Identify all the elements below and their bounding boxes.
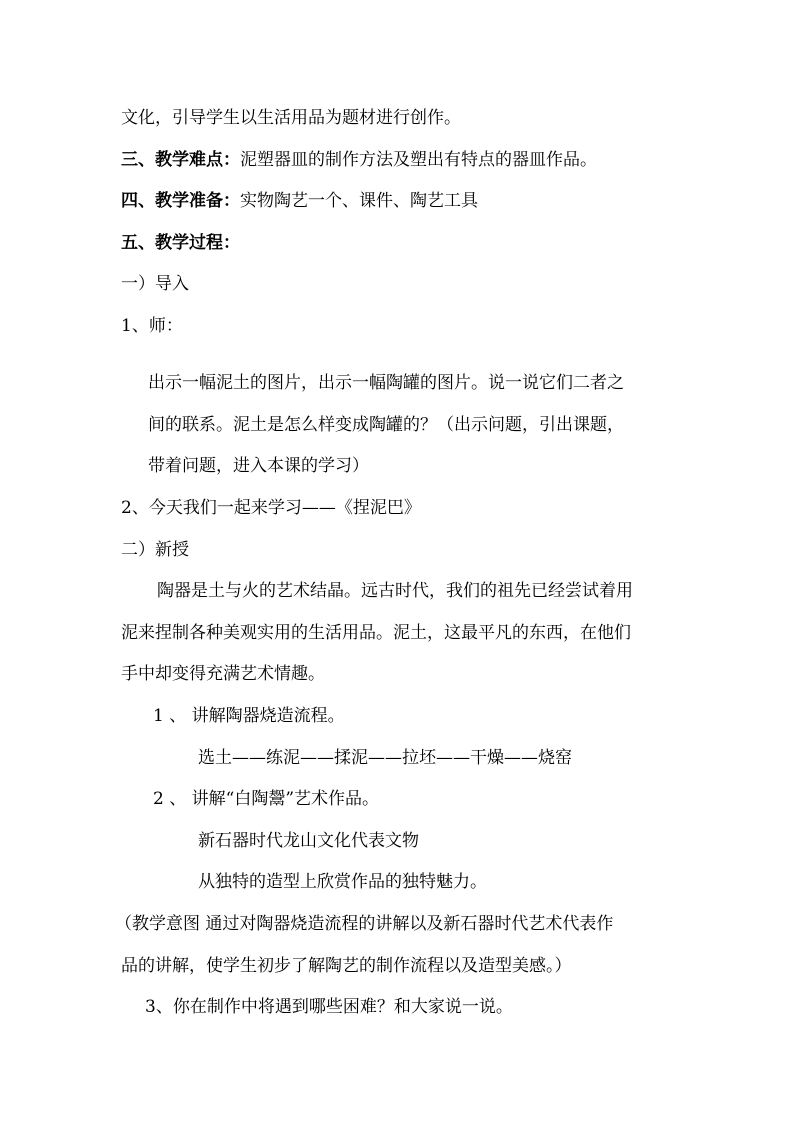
line-text: 手中却变得充满艺术情趣。 [121,664,325,684]
line-text: 2、今天我们一起来学习——《捏泥巴》 [121,498,421,518]
text-line-21 [121,955,572,977]
text-line-17 [153,788,379,810]
line-text: 新石器时代龙山文化代表文物 [198,831,419,851]
text-line-8 [148,414,624,436]
line-text: 间的联系。泥土是怎么样变成陶罐的？（出示问题，引出课题， [148,415,624,435]
text-line-16 [198,747,572,769]
line-text: 一）导入 [121,274,189,294]
text-line-14 [121,663,325,685]
line-text: 文化，引导学生以生活用品为题材进行创作。 [121,108,461,128]
text-line-18 [198,830,419,852]
line-text: 实物陶艺一个、课件、陶艺工具 [240,191,478,211]
text-line-7 [148,372,624,394]
text-line-13 [121,622,631,644]
line-text: 从独特的造型上欣赏作品的独特魅力。 [198,872,487,892]
text-line-22 [145,996,513,1018]
text-line-10 [121,497,421,519]
text-line-1 [121,107,461,129]
line-text: 二）新授 [121,540,189,560]
text-line-19 [198,871,487,893]
line-text: 2 、 讲解“白陶鬶”艺术作品。 [153,789,380,809]
text-line-20 [115,913,613,935]
section-label: 三、教学难点： [121,150,240,170]
line-text: 泥来捏制各种美观实用的生活用品。泥土，这最平凡的东西，在他们 [121,623,631,643]
text-line-new-heading [121,539,189,561]
line-text: 品的讲解，使学生初步了解陶艺的制作流程以及造型美感。） [121,956,572,976]
line-text: 泥塑器皿的制作方法及塑出有特点的器皿作品。 [240,150,597,170]
text-line-15 [153,705,345,727]
text-line-process [121,232,240,254]
line-text: 出示一幅泥土的图片，出示一幅陶罐的图片。说一说它们二者之 [148,373,624,393]
text-line-difficulty [121,149,597,171]
line-text: 带着问题，进入本课的学习） [148,456,369,476]
text-line-intro-heading [121,273,189,295]
section-label: 五、教学过程： [121,233,240,253]
line-text: 1、师： [121,316,183,336]
line-text: 1 、 讲解陶器烧造流程。 [153,706,345,726]
line-text: （教学意图 通过对陶器烧造流程的讲解以及新石器时代艺术代表作 [115,914,614,934]
text-line-preparation [121,190,478,212]
text-line-12 [157,580,633,602]
line-text: 3、你在制作中将遇到哪些困难？和大家说一说。 [145,997,513,1017]
line-text: 选土——练泥——揉泥——拉坯——干燥——烧窑 [198,748,572,768]
section-label: 四、教学准备： [121,191,240,211]
line-text: 陶器是土与火的艺术结晶。远古时代，我们的祖先已经尝试着用 [157,581,633,601]
text-line-9 [148,455,369,477]
text-line-teacher [121,315,183,337]
